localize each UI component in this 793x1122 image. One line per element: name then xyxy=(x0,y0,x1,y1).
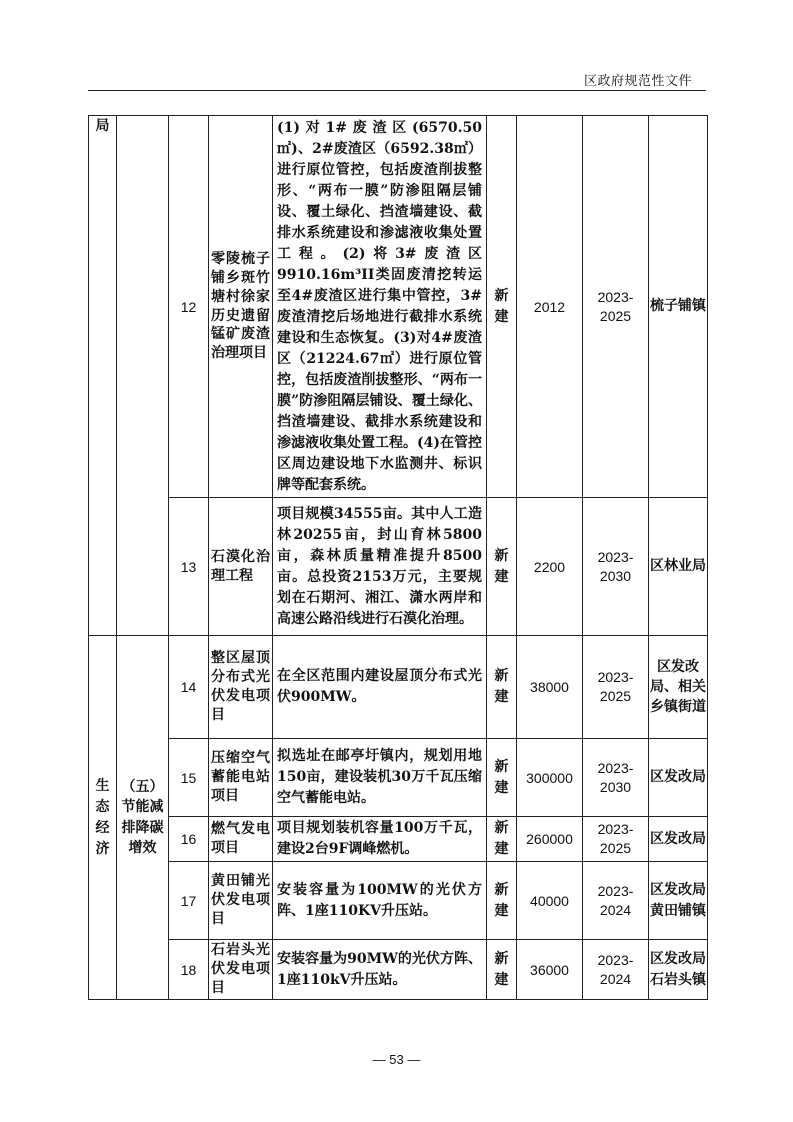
table-row xyxy=(89,498,708,636)
project-type-label: 新建 xyxy=(494,287,509,325)
project-type xyxy=(487,940,517,1000)
project-type xyxy=(487,817,517,862)
category-cell xyxy=(89,116,117,636)
project-content: 项目规模34555亩。其中人工造林20255亩，封山育林5800亩，森林质量精准提升8500亩。总投资2153万元，主要规划在石期河、湘江、潇水两岸和高速公路沿线进行石漠化治理。 xyxy=(273,498,487,636)
responsible-unit: 区林业局 xyxy=(649,498,708,636)
table-row xyxy=(89,940,708,1000)
row-number: 15 xyxy=(169,739,209,817)
project-type xyxy=(487,739,517,817)
category-label: 局 xyxy=(95,118,110,134)
project-content: 项目规划装机容量100万千瓦，建设2台9F调峰燃机。 xyxy=(273,817,487,862)
project-table xyxy=(88,115,708,1000)
investment-amount: 300000 xyxy=(517,739,583,817)
project-type-label: 新建 xyxy=(494,820,509,857)
project-type-label: 新建 xyxy=(494,881,509,919)
project-type-label: 新建 xyxy=(494,668,509,705)
project-name: 石岩头光伏发电项目 xyxy=(209,940,273,1000)
project-type-label: 新建 xyxy=(494,758,509,796)
table-row xyxy=(89,739,708,817)
investment-amount: 2200 xyxy=(517,498,583,636)
project-content: 安装容量为90MW的光伏方阵、1座110kV升压站。 xyxy=(273,940,487,1000)
responsible-unit: 区发改局 xyxy=(649,817,708,862)
table-row xyxy=(89,817,708,862)
project-years: 2023-2025 xyxy=(583,817,649,862)
row-number: 17 xyxy=(169,862,209,940)
page-header xyxy=(88,64,706,91)
subcategory-cell xyxy=(117,116,169,636)
project-content: 安装容量为100MW的光伏方阵、1座110KV升压站。 xyxy=(273,862,487,940)
header-label: 区政府规范性文件 xyxy=(583,74,692,89)
project-years: 2023-2024 xyxy=(583,940,649,1000)
project-type-label: 新建 xyxy=(494,950,509,988)
row-number: 16 xyxy=(169,817,209,862)
investment-amount: 38000 xyxy=(517,636,583,739)
project-years: 2023-2024 xyxy=(583,862,649,940)
investment-amount: 36000 xyxy=(517,940,583,1000)
page-number: — 53 — xyxy=(372,1052,421,1067)
project-type xyxy=(487,862,517,940)
row-number: 12 xyxy=(169,116,209,498)
investment-amount: 260000 xyxy=(517,817,583,862)
table-row xyxy=(89,636,708,739)
project-name: 黄田铺光伏发电项目 xyxy=(209,862,273,940)
project-type xyxy=(487,498,517,636)
responsible-unit: 区发改局 xyxy=(649,739,708,817)
project-name: 整区屋顶分布式光伏发电项目 xyxy=(209,636,273,739)
category-label: 生态经济 xyxy=(95,777,110,857)
project-content: 在全区范围内建设屋顶分布式光伏900MW。 xyxy=(273,636,487,739)
project-type xyxy=(487,636,517,739)
project-content: (1)对1#废渣区(6570.50㎡)、2#废渣区（6592.38㎡）进行原位管控，包括废渣削拔整形、“两布一膜”防渗阻隔层铺设、覆土绿化、挡渣墙建设、截排水系统建设和渗滤液收集处置工程。(2)将3#废渣区9910.16m³II类固废清挖转运至4#废渣区进行集中管控，3#废渣清挖后场地进行截排水系统建设和生态恢复。(3)对4#废渣区（21224.67㎡）进行原位管控，包括废渣削拔整形、“两布一膜”防渗阻隔层铺设、覆土绿化、挡渣墙建设、截排水系统建设和渗滤液收集处置工程。(4)在管控区周边建设地下水监测井、标识牌等配套系统。 xyxy=(273,116,487,498)
responsible-unit: 区发改局石岩头镇 xyxy=(649,940,708,1000)
responsible-unit: 区发改局、相关乡镇街道 xyxy=(649,636,708,739)
subcategory-cell xyxy=(117,636,169,1000)
project-years: 2023-2025 xyxy=(583,636,649,739)
project-type xyxy=(487,116,517,498)
project-name: 压缩空气蓄能电站项目 xyxy=(209,739,273,817)
table-row xyxy=(89,116,708,498)
project-name: 零陵梳子铺乡斑竹塘村徐家历史遗留锰矿废渣治理项目 xyxy=(209,116,273,498)
project-name: 燃气发电项目 xyxy=(209,817,273,862)
table-row xyxy=(89,862,708,940)
project-name: 石漠化治理工程 xyxy=(209,498,273,636)
subcategory-label: （五）节能减排降碳增效 xyxy=(121,778,164,856)
investment-amount: 2012 xyxy=(517,116,583,498)
row-number: 18 xyxy=(169,940,209,1000)
responsible-unit: 区发改局黄田铺镇 xyxy=(649,862,708,940)
row-number: 14 xyxy=(169,636,209,739)
category-cell xyxy=(89,636,117,1000)
responsible-unit: 梳子铺镇 xyxy=(649,116,708,498)
project-years: 2023-2030 xyxy=(583,739,649,817)
investment-amount: 40000 xyxy=(517,862,583,940)
project-years: 2023-2025 xyxy=(583,116,649,498)
project-content: 拟选址在邮亭圩镇内，规划用地150亩，建设装机30万千瓦压缩空气蓄能电站。 xyxy=(273,739,487,817)
project-years: 2023-2030 xyxy=(583,498,649,636)
project-type-label: 新建 xyxy=(494,547,509,585)
row-number: 13 xyxy=(169,498,209,636)
